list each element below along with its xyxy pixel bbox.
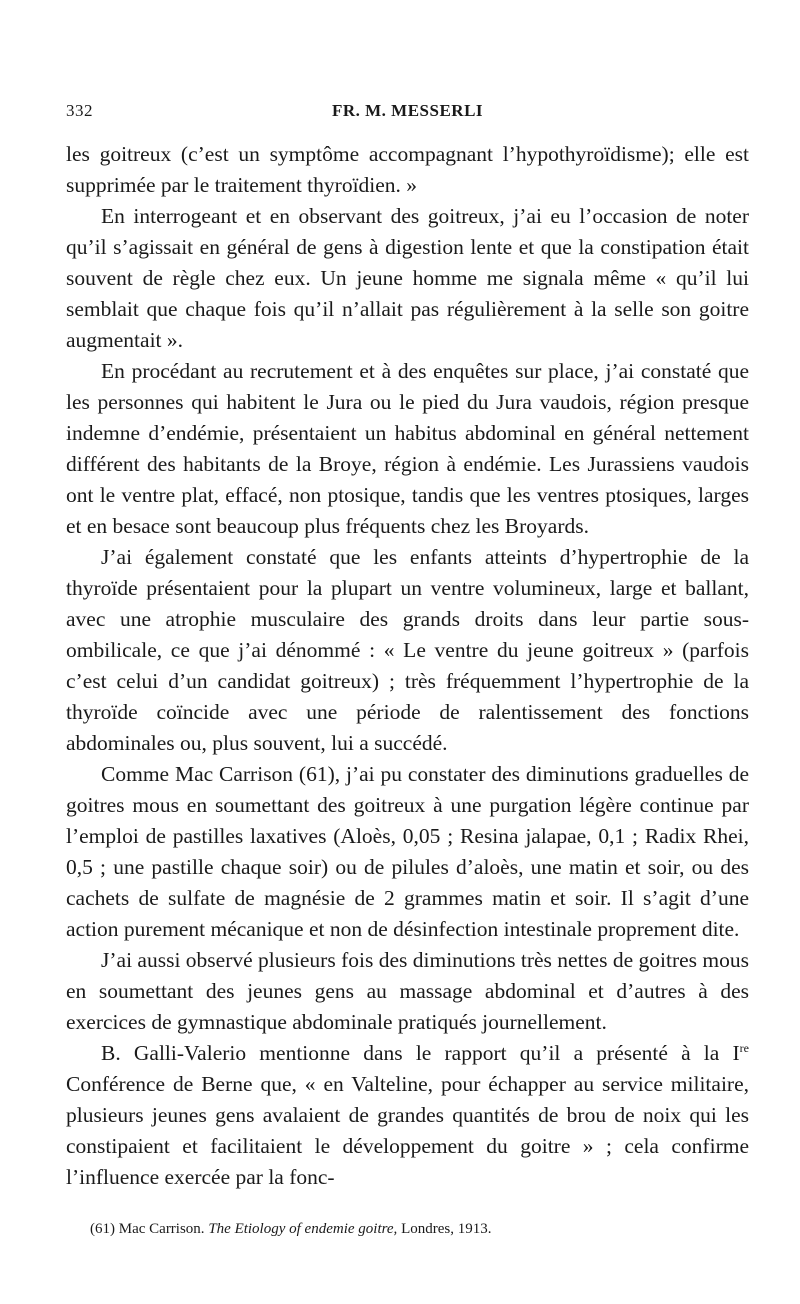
page-number: 332	[66, 101, 93, 120]
paragraph: En procédant au recrutement et à des enquêtes sur place, j’ai constaté que les personnes qui habitent le Jura ou le pied du Jura vaudois, région presque indemne d’endémie, présentaient un habitus abdominal en général nettement différent des habitants de la Broye, région à endémie. Les Jurassiens vaudois ont le ventre plat, effacé, non ptosique, tandis que les ventres ptosiques, larges et en besace sont beaucoup plus fréquents chez les Broyards.	[66, 359, 749, 538]
running-head	[66, 96, 749, 126]
paragraph-text-after: Conférence de Berne que, « en Valteline, pour échapper au service militaire, plusieurs jeunes gens avalaient de grandes quantités de brou de noix qui les constipaient et facilitaient le développement du goitre » ; cela confirme l’influence exercée par la fonc-	[66, 1072, 749, 1189]
footnote	[66, 1219, 749, 1239]
running-title: FR. M. MESSERLI	[331, 101, 484, 120]
paragraph-continuation: les goitreux (c’est un symptôme accompagnant l’hypothyroïdisme); elle est supprimée par le traitement thyroïdien. »	[66, 142, 749, 197]
ordinal-superscript: re	[739, 1041, 749, 1055]
paragraph: En interrogeant et en observant des goitreux, j’ai eu l’occasion de noter qu’il s’agissait en général de gens à digestion lente et que la constipation était souvent de règle chez eux. Un jeune homme me signala même « qu’il lui semblait que chaque fois qu’il n’allait pas régulièrement à la selle son goitre augmentait ».	[66, 204, 749, 352]
paragraph: Comme Mac Carrison (61), j’ai pu constater des diminutions graduelles de goitres mous en soumettant des goitreux à une purgation légère continue par l’emploi de pastilles laxatives (Aloès, 0,05 ; Resina jalapae, 0,1 ; Radix Rhei, 0,5 ; une pastille chaque soir) ou de pilules d’aloès, une matin et soir, ou des cachets de sulfate de magnésie de 2 grammes matin et soir. Il s’agit d’une action purement mécanique et non de désinfection intestinale proprement dite.	[66, 762, 749, 941]
footnote-author: Mac Carrison.	[118, 1221, 205, 1237]
footnote-title: The Etiology of endemie goitre,	[208, 1221, 398, 1237]
paragraph: J’ai aussi observé plusieurs fois des diminutions très nettes de goitres mous en soumettant des jeunes gens au massage abdominal et d’autres à des exercices de gymnastique abdominale pratiqués journellement.	[66, 948, 749, 1034]
footnote-marker: (61)	[90, 1221, 115, 1237]
footnote-rest: Londres, 1913.	[401, 1221, 492, 1237]
paragraph	[66, 1038, 749, 1193]
paragraph-text-before: B. Galli-Valerio mentionne dans le rapport qu’il a présenté à la I	[101, 1041, 740, 1065]
paragraph: J’ai également constaté que les enfants atteints d’hypertrophie de la thyroïde présentaient pour la plupart un ventre volumineux, large et ballant, avec une atrophie musculaire des grands droits dans leur partie sous-ombilicale, ce que j’ai dénommé : « Le ventre du jeune goitreux » (parfois c’est celui d’un candidat goitreux) ; très fréquemment l’hypertrophie de la thyroïde coïncide avec une période de ralentissement des fonctions abdominales ou, plus souvent, lui a succédé.	[66, 545, 749, 755]
book-page	[66, 96, 749, 1239]
body-text	[66, 139, 749, 1193]
